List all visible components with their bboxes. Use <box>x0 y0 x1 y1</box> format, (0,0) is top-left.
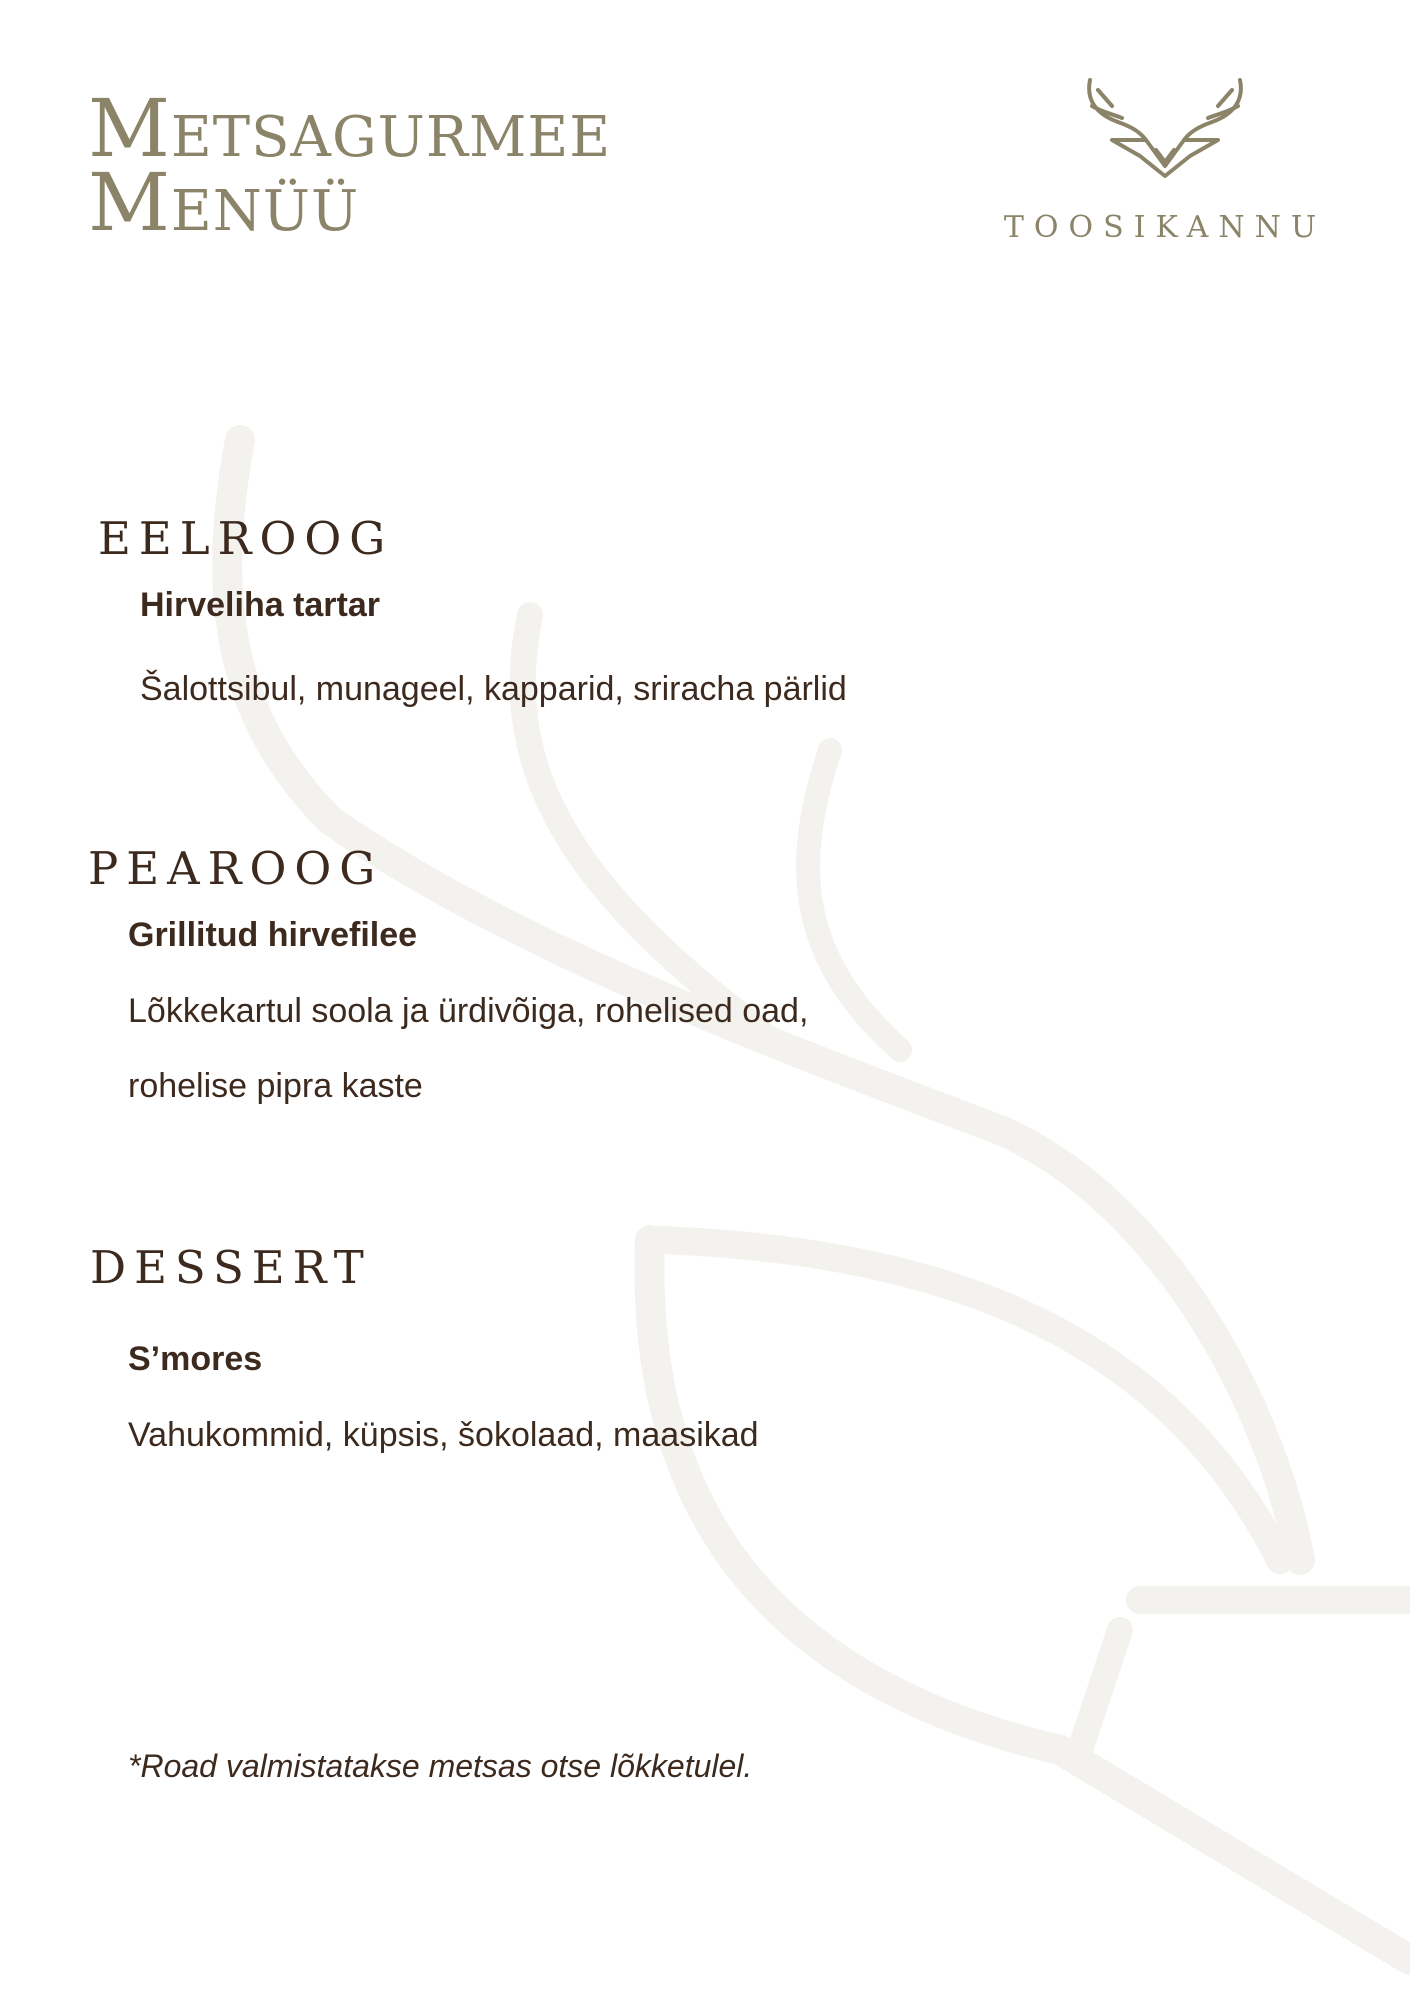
dish-name-main: Grillitud hirvefilee <box>128 916 418 954</box>
section-title-starter: EELROOG <box>98 512 394 565</box>
section-title-dessert: DESSERT <box>90 1241 372 1294</box>
dish-name-starter: Hirveliha tartar <box>140 586 380 624</box>
brand-logo <box>990 78 1340 248</box>
menu-title-line1: Metsagurmee <box>88 82 612 175</box>
section-title-main: PEAROOG <box>88 842 384 895</box>
footnote: *Road valmistatakse metsas otse lõkketulel. <box>128 1748 753 1784</box>
dish-name-dessert: S’mores <box>128 1340 263 1378</box>
dish-description-main-line2: rohelise pipra kaste <box>128 1067 423 1105</box>
dish-description-main-line1: Lõkkekartul soola ja ürdivõiga, rohelised oad, <box>128 992 809 1030</box>
brand-name: TOOSIKANNU <box>1003 210 1327 245</box>
menu-title <box>88 82 612 249</box>
deer-antler-logo-icon <box>1082 78 1248 178</box>
menu-title-line2: Menüü <box>88 156 360 249</box>
dish-description-dessert: Vahukommid, küpsis, šokolaad, maasikad <box>128 1416 759 1454</box>
dish-description-starter: Šalottsibul, munageel, kapparid, sriracha pärlid <box>140 670 847 708</box>
